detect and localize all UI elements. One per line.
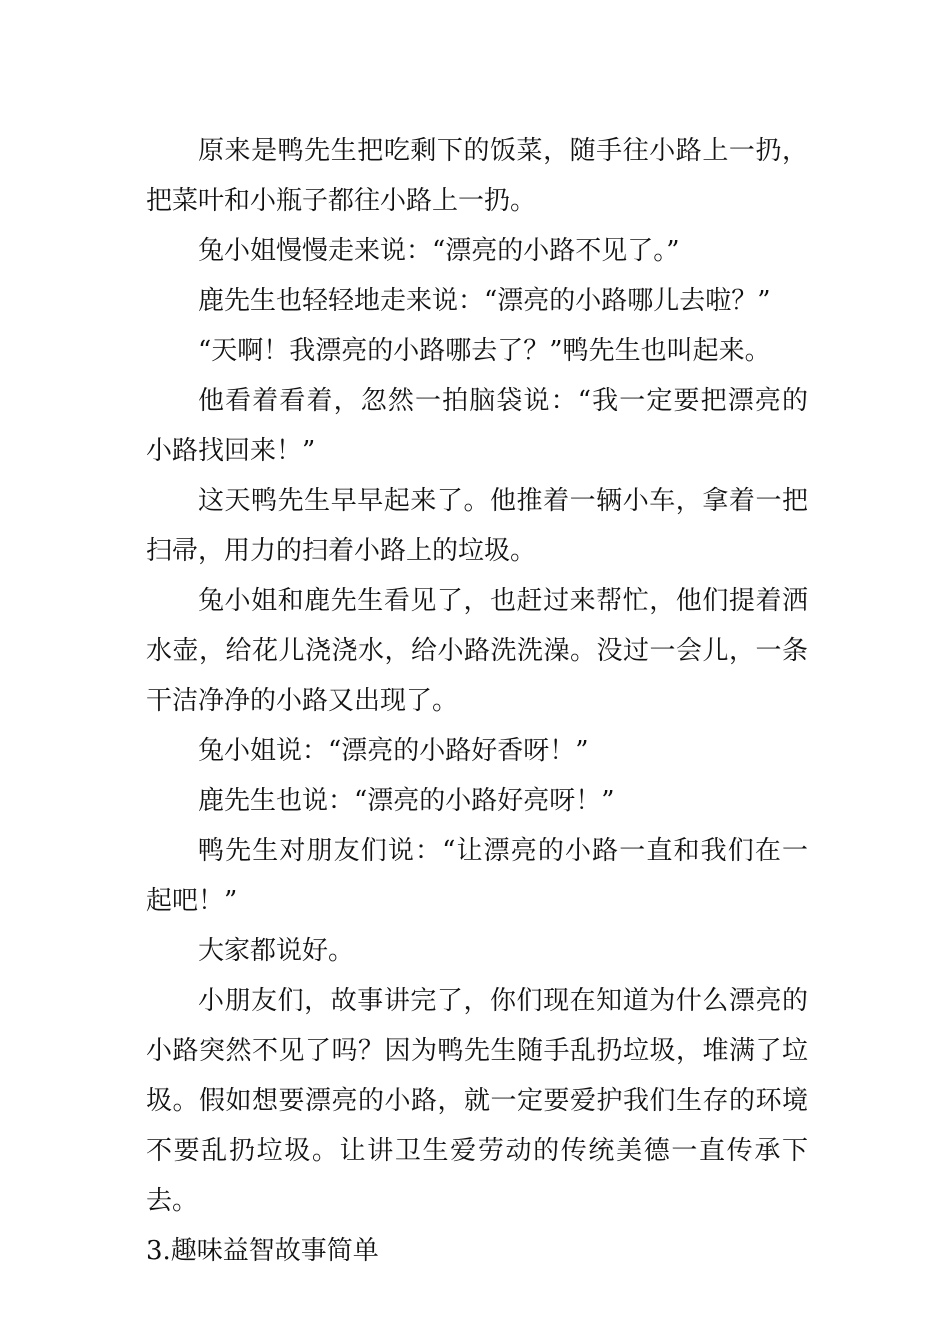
paragraph: 兔小姐说：“漂亮的小路好香呀！” [198,736,589,766]
paragraph: 鸭先生对朋友们说：“让漂亮的小路一直和我们在一起吧！” [146,836,808,916]
paragraph: 鹿先生也轻轻地走来说：“漂亮的小路哪儿去啦？” [198,286,771,316]
document-body [146,126,808,1276]
paragraph: 大家都说好。 [198,936,355,966]
paragraph: 兔小姐和鹿先生看见了，也赶过来帮忙，他们提着洒水壶，给花儿浇浇水，给小路洗洗澡。没过一会儿，一条干洁净净的小路又出现了。 [146,586,808,716]
paragraph: 鹿先生也说：“漂亮的小路好亮呀！” [198,786,615,816]
section-heading: 3.趣味益智故事简单 [146,1236,379,1266]
paragraph: 他看着看着，忽然一拍脑袋说：“我一定要把漂亮的小路找回来！” [146,386,808,466]
paragraph: 兔小姐慢慢走来说：“漂亮的小路不见了。” [198,236,680,266]
paragraph: 这天鸭先生早早起来了。他推着一辆小车，拿着一把扫帚，用力的扫着小路上的垃圾。 [146,486,808,566]
paragraph: “天啊！我漂亮的小路哪去了？”鸭先生也叫起来。 [198,336,771,366]
paragraph: 小朋友们，故事讲完了，你们现在知道为什么漂亮的小路突然不见了吗？因为鸭先生随手乱扔垃圾，堆满了垃圾。假如想要漂亮的小路，就一定要爱护我们生存的环境不要乱扔垃圾。让讲卫生爱劳动的传统美德一直传承下去。 [146,986,808,1216]
paragraph: 原来是鸭先生把吃剩下的饭菜，随手往小路上一扔，把菜叶和小瓶子都往小路上一扔。 [146,136,808,216]
